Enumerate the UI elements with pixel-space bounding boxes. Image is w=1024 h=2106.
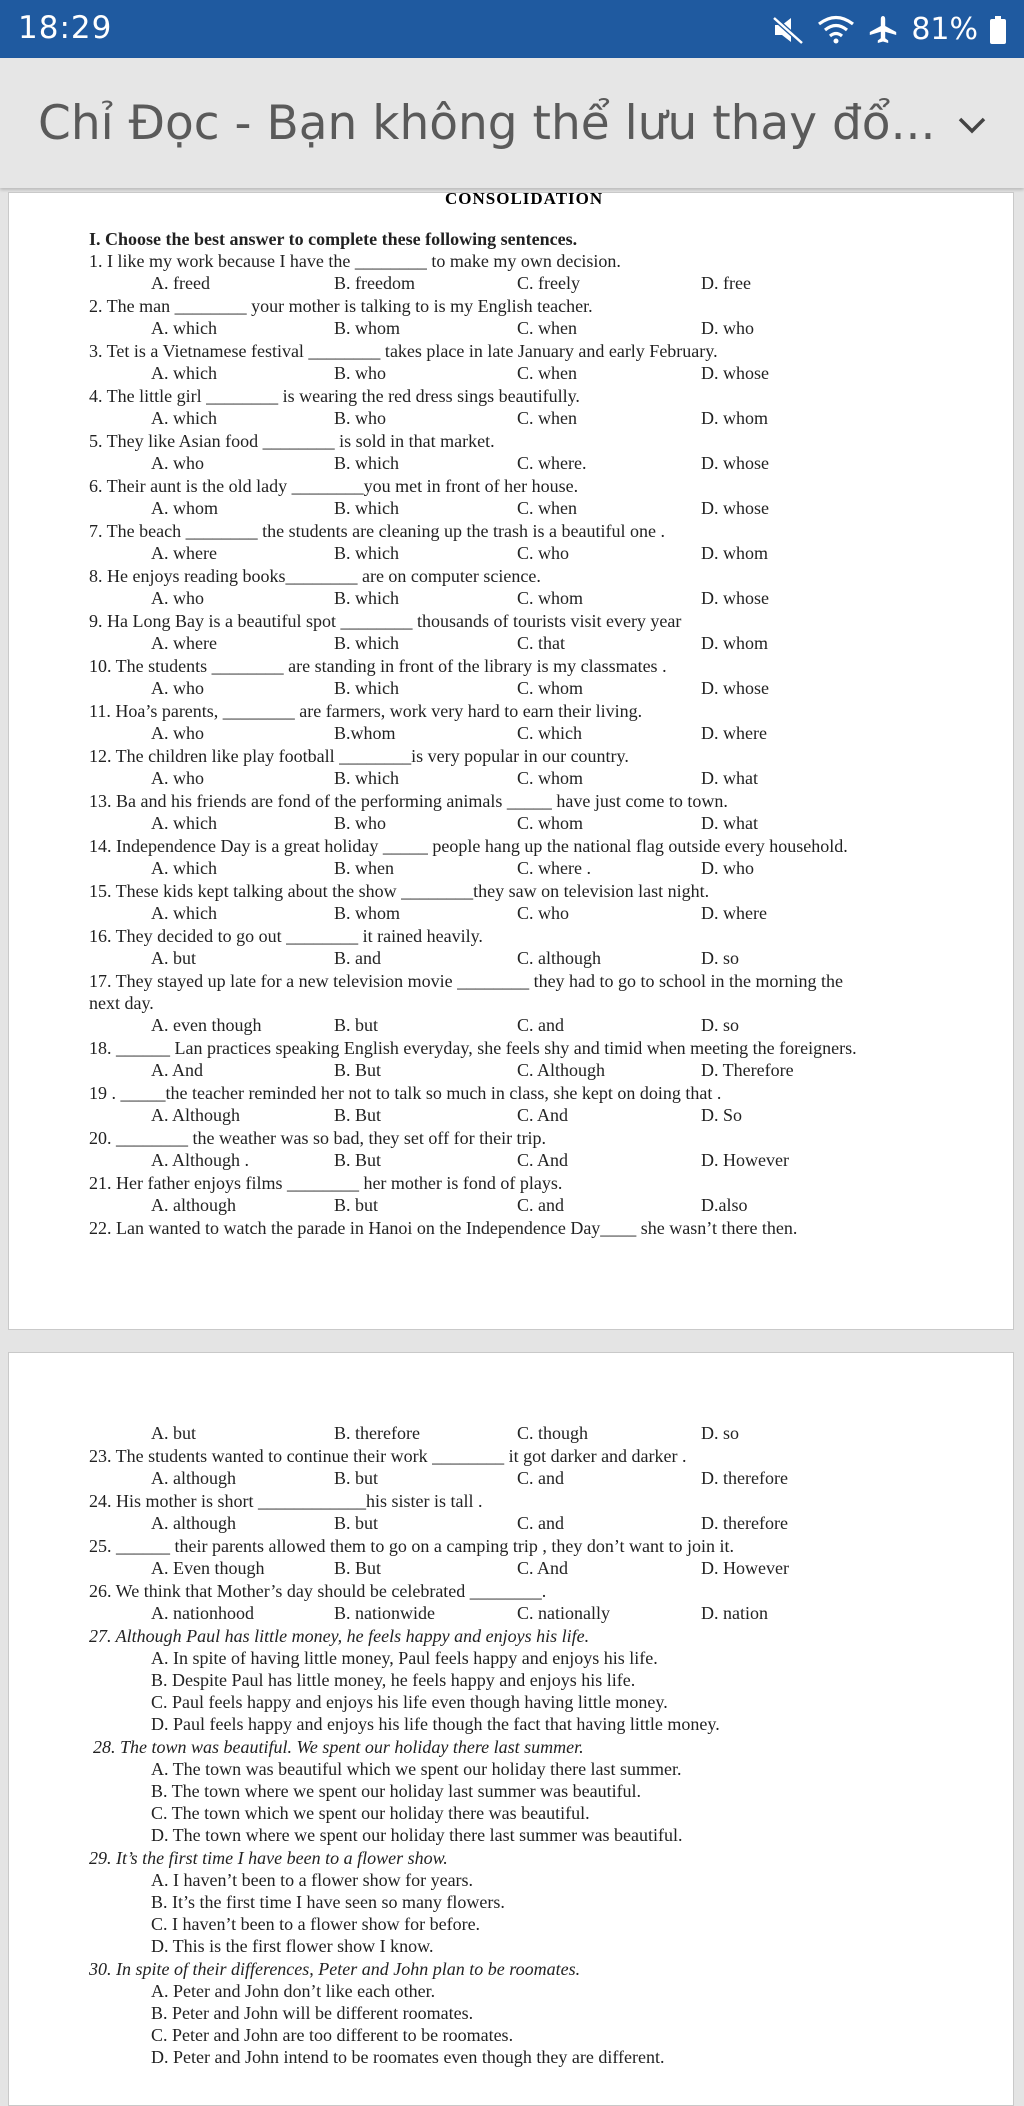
option-28c[interactable]: C. The town which we spent our holiday there was beautiful. (151, 1803, 590, 1823)
option-18a[interactable]: A. And (151, 1060, 204, 1080)
question-29: 29. It’s the first time I have been to a flower show. (89, 1848, 448, 1868)
option-2b[interactable]: B. whom (334, 318, 401, 338)
option-26b[interactable]: B. nationwide (334, 1603, 435, 1623)
question-22: 22. Lan wanted to watch the parade in Hanoi on the Independence Day____ she wasn’t there then. (89, 1218, 798, 1238)
option-10d[interactable]: D. whose (701, 678, 769, 698)
airplane-icon (867, 14, 899, 46)
option-8d[interactable]: D. whose (701, 588, 769, 608)
option-7b[interactable]: B. which (334, 543, 399, 563)
option-7c[interactable]: C. who (517, 543, 570, 563)
question-9: 9. Ha Long Bay is a beautiful spot ________ thousands of tourists visit every year (89, 611, 682, 631)
option-22a[interactable]: A. but (151, 1423, 196, 1443)
option-19c[interactable]: C. And (517, 1105, 569, 1125)
question-15: 15. These kids kept talking about the show ________they saw on television last night. (89, 881, 710, 901)
option-30a[interactable]: A. Peter and John don’t like each other. (151, 1981, 436, 2001)
option-27d[interactable]: D. Paul feels happy and enjoys his life though the fact that having little money. (151, 1714, 720, 1734)
option-5b[interactable]: B. which (334, 453, 399, 473)
question-24: 24. His mother is short ____________his sister is tall . (89, 1491, 483, 1511)
question-5: 5. They like Asian food ________ is sold in that market. (89, 431, 495, 451)
option-18c[interactable]: C. Although (517, 1060, 606, 1080)
option-26a[interactable]: A. nationhood (151, 1603, 254, 1623)
option-6b[interactable]: B. which (334, 498, 399, 518)
question-7: 7. The beach ________ the students are cleaning up the trash is a beautiful one . (89, 521, 665, 541)
option-13d[interactable]: D. what (701, 813, 758, 833)
option-2c[interactable]: C. when (517, 318, 577, 338)
question-17: 17. They stayed up late for a new television movie ________ they had to go to school in the morning the (89, 971, 844, 991)
question-6: 6. Their aunt is the old lady ________you met in front of her house. (89, 476, 579, 496)
option-30b[interactable]: B. Peter and John will be different roomates. (151, 2003, 474, 2023)
option-6c[interactable]: C. when (517, 498, 577, 518)
option-29b[interactable]: B. It’s the first time I have seen so many flowers. (151, 1892, 505, 1912)
option-3a[interactable]: A. which (151, 363, 217, 383)
option-7d[interactable]: D. whom (701, 543, 768, 563)
option-9a[interactable]: A. where (151, 633, 217, 653)
option-15d[interactable]: D. where (701, 903, 767, 923)
option-28d[interactable]: D. The town where we spent our holiday there last summer was beautiful. (151, 1825, 683, 1845)
option-20a[interactable]: A. Although . (151, 1150, 250, 1170)
option-1a[interactable]: A. freed (151, 273, 210, 293)
option-24a[interactable]: A. although (151, 1513, 236, 1533)
option-13c[interactable]: C. whom (517, 813, 584, 833)
option-4d[interactable]: D. whom (701, 408, 768, 428)
option-20c[interactable]: C. And (517, 1150, 569, 1170)
question-20: 20. ________ the weather was so bad, they set off for their trip. (89, 1128, 547, 1148)
question-1: 1. I like my work because I have the ________ to make my own decision. (89, 251, 621, 271)
option-3b[interactable]: B. who (334, 363, 387, 383)
option-11b[interactable]: B.whom (334, 723, 396, 743)
option-8c[interactable]: C. whom (517, 588, 584, 608)
option-13b[interactable]: B. who (334, 813, 387, 833)
document-page-2[interactable] (8, 1352, 1014, 2106)
option-13a[interactable]: A. which (151, 813, 217, 833)
option-20b[interactable]: B. But (334, 1150, 382, 1170)
option-28a[interactable]: A. The town was beautiful which we spent our holiday there last summer. (151, 1759, 682, 1779)
option-1b[interactable]: B. freedom (334, 273, 415, 293)
question-4: 4. The little girl ________ is wearing the red dress sings beautifully. (89, 386, 580, 406)
question-11: 11. Hoa’s parents, ________ are farmers, work very hard to earn their living. (89, 701, 643, 721)
question-2: 2. The man ________ your mother is talking to is my English teacher. (89, 296, 593, 316)
option-17a[interactable]: A. even though (151, 1015, 262, 1035)
option-14c[interactable]: C. where . (517, 858, 591, 878)
option-30d[interactable]: D. Peter and John intend to be roomates even though they are different. (151, 2047, 665, 2067)
option-16b[interactable]: B. and (334, 948, 381, 968)
question-13: 13. Ba and his friends are fond of the performing animals _____ have just come to town. (89, 791, 728, 811)
option-12d[interactable]: D. what (701, 768, 758, 788)
question-26: 26. We think that Mother’s day should be celebrated ________. (89, 1581, 547, 1601)
option-25b[interactable]: B. But (334, 1558, 382, 1578)
status-icons (771, 12, 1006, 47)
option-6a[interactable]: A. whom (151, 498, 218, 518)
option-12c[interactable]: C. whom (517, 768, 584, 788)
option-17d[interactable]: D. so (701, 1015, 740, 1035)
option-22d[interactable]: D. so (701, 1423, 740, 1443)
option-29d[interactable]: D. This is the first flower show I know. (151, 1936, 434, 1956)
battery-percent: 81% (911, 12, 978, 47)
option-2a[interactable]: A. which (151, 318, 217, 338)
question-10: 10. The students ________ are standing in front of the library is my classmates . (89, 656, 667, 676)
option-25a[interactable]: A. Even though (151, 1558, 265, 1578)
option-16d[interactable]: D. so (701, 948, 740, 968)
wifi-icon (817, 15, 855, 45)
option-18b[interactable]: B. But (334, 1060, 382, 1080)
option-6d[interactable]: D. whose (701, 498, 769, 518)
question-19: 19 . _____the teacher reminded her not to talk so much in class, she kept on doing that . (89, 1083, 722, 1103)
document-heading: CONSOLIDATION (445, 192, 604, 208)
option-12a[interactable]: A. who (151, 768, 204, 788)
option-15a[interactable]: A. which (151, 903, 217, 923)
option-16c[interactable]: C. although (517, 948, 601, 968)
question-16: 16. They decided to go out ________ it rained heavily. (89, 926, 483, 946)
status-time: 18:29 (18, 10, 113, 46)
option-29c[interactable]: C. I haven’t been to a flower show for before. (151, 1914, 481, 1934)
status-bar (0, 0, 1024, 58)
option-21a[interactable]: A. although (151, 1195, 236, 1215)
option-17b[interactable]: B. but (334, 1015, 379, 1035)
option-8a[interactable]: A. who (151, 588, 204, 608)
option-2d[interactable]: D. who (701, 318, 754, 338)
option-24c[interactable]: C. and (517, 1513, 564, 1533)
option-18d[interactable]: D. Therefore (701, 1060, 794, 1080)
option-9c[interactable]: C. that (517, 633, 565, 653)
option-25d[interactable]: D. However (701, 1558, 789, 1578)
option-27a[interactable]: A. In spite of having little money, Paul feels happy and enjoys his life. (151, 1648, 658, 1668)
question-18: 18. ______ Lan practices speaking English everyday, she feels shy and timid when meeting the foreigners. (89, 1038, 857, 1058)
question-8: 8. He enjoys reading books________ are on computer science. (89, 566, 541, 586)
option-9b[interactable]: B. which (334, 633, 399, 653)
option-14a[interactable]: A. which (151, 858, 217, 878)
option-5c[interactable]: C. where. (517, 453, 587, 473)
option-30c[interactable]: C. Peter and John are too different to be roomates. (151, 2025, 514, 2045)
option-15b[interactable]: B. whom (334, 903, 401, 923)
question-21: 21. Her father enjoys films ________ her mother is fond of plays. (89, 1173, 563, 1193)
question-25: 25. ______ their parents allowed them to go on a camping trip , they don’t want to join it. (89, 1536, 735, 1556)
option-3d[interactable]: D. whose (701, 363, 769, 383)
option-12b[interactable]: B. which (334, 768, 399, 788)
option-25c[interactable]: C. And (517, 1558, 569, 1578)
option-14d[interactable]: D. who (701, 858, 754, 878)
option-17c[interactable]: C. and (517, 1015, 564, 1035)
option-28b[interactable]: B. The town where we spent our holiday last summer was beautiful. (151, 1781, 642, 1801)
question-27: 27. Although Paul has little money, he feels happy and enjoys his life. (89, 1626, 590, 1646)
option-1d[interactable]: D. free (701, 273, 751, 293)
question-23: 23. The students wanted to continue their work ________ it got darker and darker . (89, 1446, 687, 1466)
option-9d[interactable]: D. whom (701, 633, 768, 653)
question-17-continued: next day. (89, 993, 154, 1013)
option-23b[interactable]: B. but (334, 1468, 379, 1488)
question-12: 12. The children like play football ________is very popular in our country. (89, 746, 629, 766)
option-10b[interactable]: B. which (334, 678, 399, 698)
option-11a[interactable]: A. who (151, 723, 204, 743)
option-5d[interactable]: D. whose (701, 453, 769, 473)
option-21b[interactable]: B. but (334, 1195, 379, 1215)
battery-icon (990, 16, 1006, 44)
chevron-down-icon[interactable] (952, 106, 992, 146)
option-4b[interactable]: B. who (334, 408, 387, 428)
option-11c[interactable]: C. which (517, 723, 582, 743)
banner-title: Chỉ Đọc - Bạn không thể lưu thay đổ... (38, 96, 936, 151)
option-4a[interactable]: A. which (151, 408, 217, 428)
mute-icon (771, 15, 805, 45)
option-4c[interactable]: C. when (517, 408, 577, 428)
option-24b[interactable]: B. but (334, 1513, 379, 1533)
option-3c[interactable]: C. when (517, 363, 577, 383)
option-1c[interactable]: C. freely (517, 273, 580, 293)
option-15c[interactable]: C. who (517, 903, 570, 923)
option-7a[interactable]: A. where (151, 543, 217, 563)
option-10c[interactable]: C. whom (517, 678, 584, 698)
option-10a[interactable]: A. who (151, 678, 204, 698)
option-24d[interactable]: D. therefore (701, 1513, 788, 1533)
document-page-1[interactable] (8, 192, 1014, 1330)
option-21c[interactable]: C. and (517, 1195, 564, 1215)
option-23a[interactable]: A. although (151, 1468, 236, 1488)
question-28: 28. The town was beautiful. We spent our holiday there last summer. (93, 1737, 584, 1757)
option-5a[interactable]: A. who (151, 453, 204, 473)
option-19b[interactable]: B. But (334, 1105, 382, 1125)
option-11d[interactable]: D. where (701, 723, 767, 743)
option-20d[interactable]: D. However (701, 1150, 789, 1170)
option-22c[interactable]: C. though (517, 1423, 589, 1443)
section-title: I. Choose the best answer to complete these following sentences. (89, 229, 578, 249)
option-8b[interactable]: B. which (334, 588, 399, 608)
option-27b[interactable]: B. Despite Paul has little money, he feels happy and enjoys his life. (151, 1670, 636, 1690)
question-14: 14. Independence Day is a great holiday _____ people hang up the national flag outside every household. (89, 836, 848, 856)
read-only-banner[interactable] (0, 58, 1024, 188)
option-26d[interactable]: D. nation (701, 1603, 768, 1623)
question-30: 30. In spite of their differences, Peter and John plan to be roomates. (89, 1959, 581, 1979)
option-14b[interactable]: B. when (334, 858, 394, 878)
option-22b[interactable]: B. therefore (334, 1423, 420, 1443)
option-23c[interactable]: C. and (517, 1468, 564, 1488)
option-27c[interactable]: C. Paul feels happy and enjoys his life even though having little money. (151, 1692, 668, 1712)
option-21d[interactable]: D.also (701, 1195, 748, 1215)
option-16a[interactable]: A. but (151, 948, 196, 968)
option-26c[interactable]: C. nationally (517, 1603, 610, 1623)
option-19a[interactable]: A. Although (151, 1105, 241, 1125)
option-19d[interactable]: D. So (701, 1105, 743, 1125)
option-23d[interactable]: D. therefore (701, 1468, 788, 1488)
option-29a[interactable]: A. I haven’t been to a flower show for years. (151, 1870, 474, 1890)
question-3: 3. Tet is a Vietnamese festival ________ takes place in late January and early February. (89, 341, 718, 361)
